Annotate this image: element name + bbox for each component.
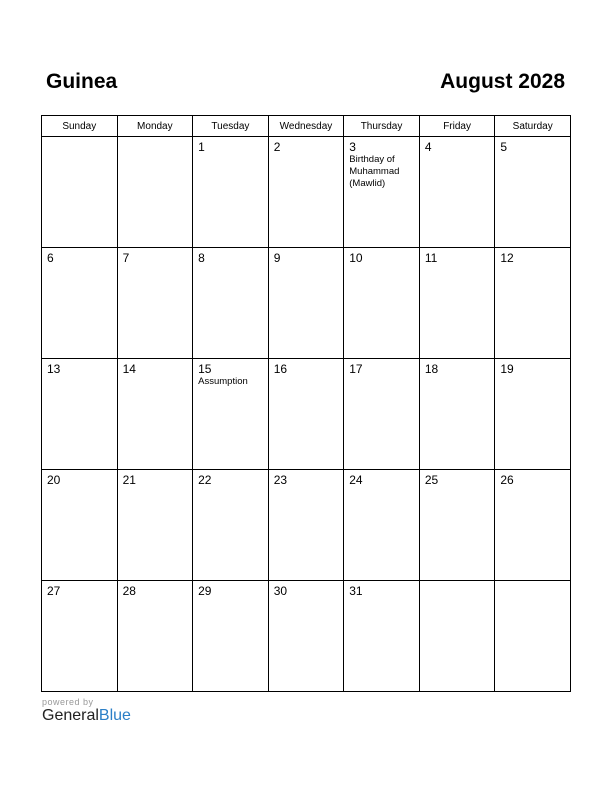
day-number: 25 bbox=[424, 473, 439, 487]
day-cell[interactable] bbox=[419, 470, 495, 581]
day-cell[interactable] bbox=[419, 248, 495, 359]
weekday-monday: Monday bbox=[117, 116, 193, 137]
day-cell[interactable] bbox=[419, 581, 495, 692]
footer-branding bbox=[42, 697, 131, 725]
day-cell[interactable] bbox=[344, 137, 420, 248]
day-number: 26 bbox=[500, 473, 514, 487]
week-row bbox=[42, 359, 571, 470]
weekday-tuesday: Tuesday bbox=[193, 116, 269, 137]
brand-general: General bbox=[42, 707, 99, 724]
day-cell[interactable] bbox=[495, 137, 571, 248]
day-number: 13 bbox=[47, 362, 61, 376]
day-number: 21 bbox=[122, 473, 136, 487]
day-cell[interactable] bbox=[344, 470, 420, 581]
day-cell[interactable] bbox=[42, 581, 118, 692]
day-cell[interactable] bbox=[268, 581, 344, 692]
brand-blue: Blue bbox=[98, 707, 131, 724]
day-cell[interactable] bbox=[268, 359, 344, 470]
day-cell[interactable] bbox=[42, 470, 118, 581]
day-number: 11 bbox=[424, 251, 438, 265]
day-number: 29 bbox=[198, 584, 212, 598]
day-cell[interactable] bbox=[117, 137, 193, 248]
day-cell[interactable] bbox=[193, 581, 269, 692]
day-number: 30 bbox=[273, 584, 288, 598]
day-number: 10 bbox=[349, 251, 363, 265]
day-cell[interactable] bbox=[419, 137, 495, 248]
day-number: 18 bbox=[424, 362, 439, 376]
calendar-header bbox=[41, 70, 570, 100]
day-cell[interactable] bbox=[344, 581, 420, 692]
day-cell[interactable] bbox=[42, 137, 118, 248]
day-cell[interactable] bbox=[42, 359, 118, 470]
country-title: Guinea bbox=[46, 70, 118, 93]
holiday-label: Assumption bbox=[198, 376, 248, 387]
day-number: 3 bbox=[349, 140, 356, 154]
day-cell[interactable] bbox=[42, 248, 118, 359]
holiday-label: Birthday of Muhammad (Mawlid) bbox=[349, 154, 400, 189]
day-cell[interactable] bbox=[495, 470, 571, 581]
day-number: 6 bbox=[47, 251, 54, 265]
calendar-grid bbox=[41, 115, 571, 692]
day-cell[interactable] bbox=[193, 137, 269, 248]
day-number: 22 bbox=[198, 473, 212, 487]
month-year-title: August 2028 bbox=[440, 70, 565, 93]
day-number: 15 bbox=[198, 362, 212, 376]
day-cell[interactable] bbox=[193, 359, 269, 470]
week-row bbox=[42, 248, 571, 359]
day-cell[interactable] bbox=[117, 248, 193, 359]
day-number: 12 bbox=[500, 251, 514, 265]
weekday-saturday: Saturday bbox=[495, 116, 571, 137]
weekday-friday: Friday bbox=[419, 116, 495, 137]
day-cell[interactable] bbox=[193, 248, 269, 359]
weekday-header-row bbox=[42, 116, 571, 137]
day-number: 16 bbox=[273, 362, 288, 376]
weekday-wednesday: Wednesday bbox=[268, 116, 344, 137]
day-number: 1 bbox=[198, 140, 205, 154]
day-number: 9 bbox=[273, 251, 281, 265]
week-row bbox=[42, 137, 571, 248]
day-number: 28 bbox=[122, 584, 136, 598]
day-cell[interactable] bbox=[268, 470, 344, 581]
day-cell[interactable] bbox=[117, 359, 193, 470]
day-number: 23 bbox=[273, 473, 288, 487]
day-number: 31 bbox=[349, 584, 363, 598]
day-cell[interactable] bbox=[117, 581, 193, 692]
day-number: 14 bbox=[122, 362, 136, 376]
day-cell[interactable] bbox=[344, 359, 420, 470]
brand-logo[interactable] bbox=[42, 707, 131, 725]
week-row bbox=[42, 470, 571, 581]
day-number: 2 bbox=[273, 140, 281, 154]
day-cell[interactable] bbox=[419, 359, 495, 470]
day-cell[interactable] bbox=[193, 470, 269, 581]
powered-by-text: powered by bbox=[42, 697, 94, 707]
day-number: 7 bbox=[122, 251, 130, 265]
weekday-thursday: Thursday bbox=[344, 116, 420, 137]
day-cell[interactable] bbox=[495, 359, 571, 470]
day-cell[interactable] bbox=[495, 248, 571, 359]
day-number: 19 bbox=[500, 362, 514, 376]
week-row bbox=[42, 581, 571, 692]
day-number: 17 bbox=[349, 362, 363, 376]
day-number: 27 bbox=[47, 584, 61, 598]
day-cell[interactable] bbox=[117, 470, 193, 581]
day-number: 5 bbox=[500, 140, 508, 154]
weekday-sunday: Sunday bbox=[42, 116, 118, 137]
day-cell[interactable] bbox=[495, 581, 571, 692]
day-number: 4 bbox=[424, 140, 432, 154]
day-number: 20 bbox=[47, 473, 61, 487]
day-cell[interactable] bbox=[344, 248, 420, 359]
day-number: 8 bbox=[198, 251, 205, 265]
day-number: 24 bbox=[349, 473, 363, 487]
day-cell[interactable] bbox=[268, 248, 344, 359]
day-cell[interactable] bbox=[268, 137, 344, 248]
